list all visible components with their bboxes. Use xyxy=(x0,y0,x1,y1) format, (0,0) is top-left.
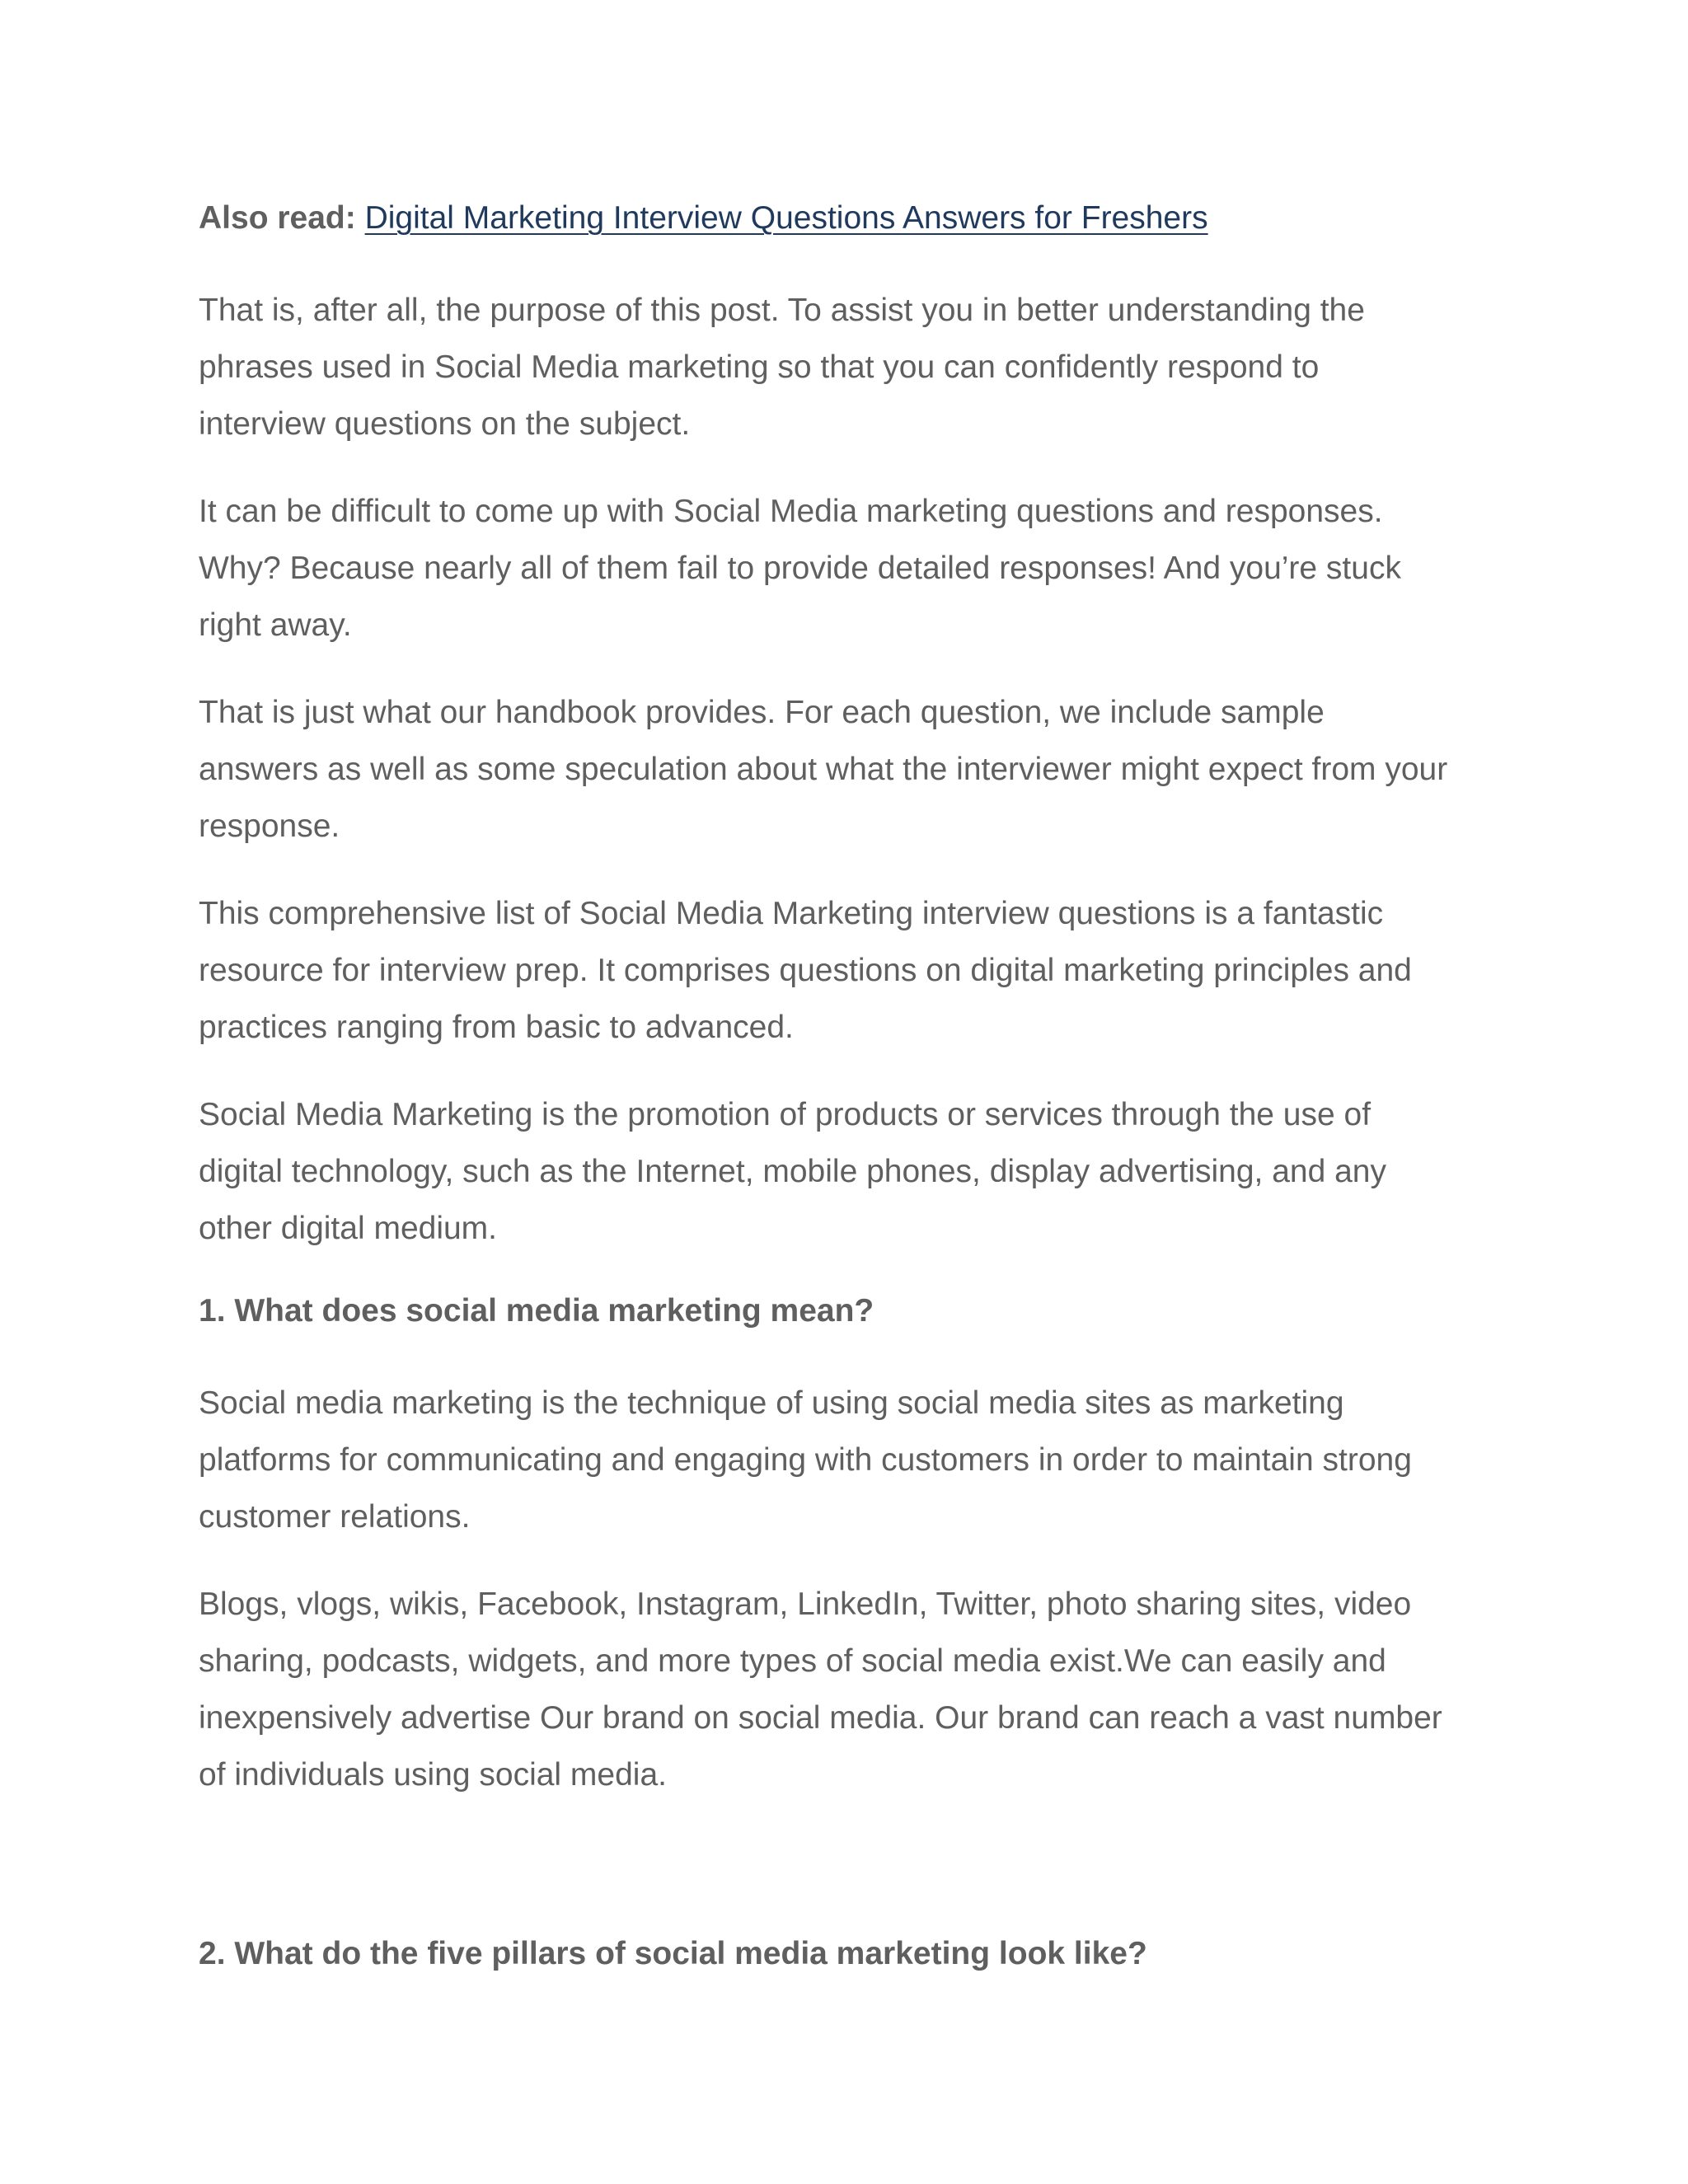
paragraph-line: That is just what our handbook provides. For each question, we include sample xyxy=(199,695,1325,730)
paragraph-line: of individuals using social media. xyxy=(199,1757,667,1793)
paragraph-line: That is, after all, the purpose of this post. To assist you in better understanding the xyxy=(199,293,1365,328)
also-read-label: Also read: xyxy=(199,200,356,236)
paragraph-line: Blogs, vlogs, wikis, Facebook, Instagram, LinkedIn, Twitter, photo sharing sites, video xyxy=(199,1586,1412,1622)
paragraph-line: practices ranging from basic to advanced. xyxy=(199,1010,794,1045)
paragraph-line: answers as well as some speculation about what the interviewer might expect from your xyxy=(199,752,1448,787)
paragraph-line: other digital medium. xyxy=(199,1211,498,1246)
intro-paragraph-5 xyxy=(199,1086,1517,1257)
intro-paragraph-1 xyxy=(199,282,1517,452)
paragraph-line: digital technology, such as the Internet, mobile phones, display advertising, and any xyxy=(199,1154,1387,1189)
question-1-answer-paragraph-1 xyxy=(199,1375,1517,1545)
paragraph-line: It can be difficult to come up with Social Media marketing questions and responses. xyxy=(199,494,1383,529)
paragraph-line: Social media marketing is the technique of using social media sites as marketing xyxy=(199,1385,1344,1421)
paragraph-line: platforms for communicating and engaging with customers in order to maintain strong xyxy=(199,1442,1412,1478)
also-read-link[interactable]: Digital Marketing Interview Questions Answers for Freshers xyxy=(364,200,1208,236)
paragraph-line: interview questions on the subject. xyxy=(199,406,691,442)
paragraph-line: Why? Because nearly all of them fail to provide detailed responses! And you’re stuck xyxy=(199,551,1401,586)
paragraph-line: sharing, podcasts, widgets, and more types of social media exist.We can easily and xyxy=(199,1643,1386,1679)
question-1-heading: 1. What does social media marketing mean? xyxy=(199,1293,874,1329)
question-1-answer-paragraph-2 xyxy=(199,1576,1517,1803)
question-2-heading: 2. What do the five pillars of social media marketing look like? xyxy=(199,1936,1147,1971)
intro-paragraph-4 xyxy=(199,885,1517,1056)
intro-paragraph-2 xyxy=(199,483,1517,654)
paragraph-line: response. xyxy=(199,808,340,844)
paragraph-line: right away. xyxy=(199,607,352,643)
paragraph-line: resource for interview prep. It comprises questions on digital marketing principles and xyxy=(199,953,1412,988)
paragraph-line: Social Media Marketing is the promotion of products or services through the use of xyxy=(199,1097,1372,1132)
paragraph-line: customer relations. xyxy=(199,1499,471,1535)
also-read-line xyxy=(199,194,1517,241)
paragraph-line: phrases used in Social Media marketing so that you can confidently respond to xyxy=(199,349,1320,385)
paragraph-line: inexpensively advertise Our brand on social media. Our brand can reach a vast number xyxy=(199,1700,1442,1736)
intro-paragraph-3 xyxy=(199,684,1517,855)
section-spacer xyxy=(199,1834,1517,1930)
document-page xyxy=(199,194,1517,2018)
paragraph-line: This comprehensive list of Social Media Marketing interview questions is a fantastic xyxy=(199,896,1384,931)
